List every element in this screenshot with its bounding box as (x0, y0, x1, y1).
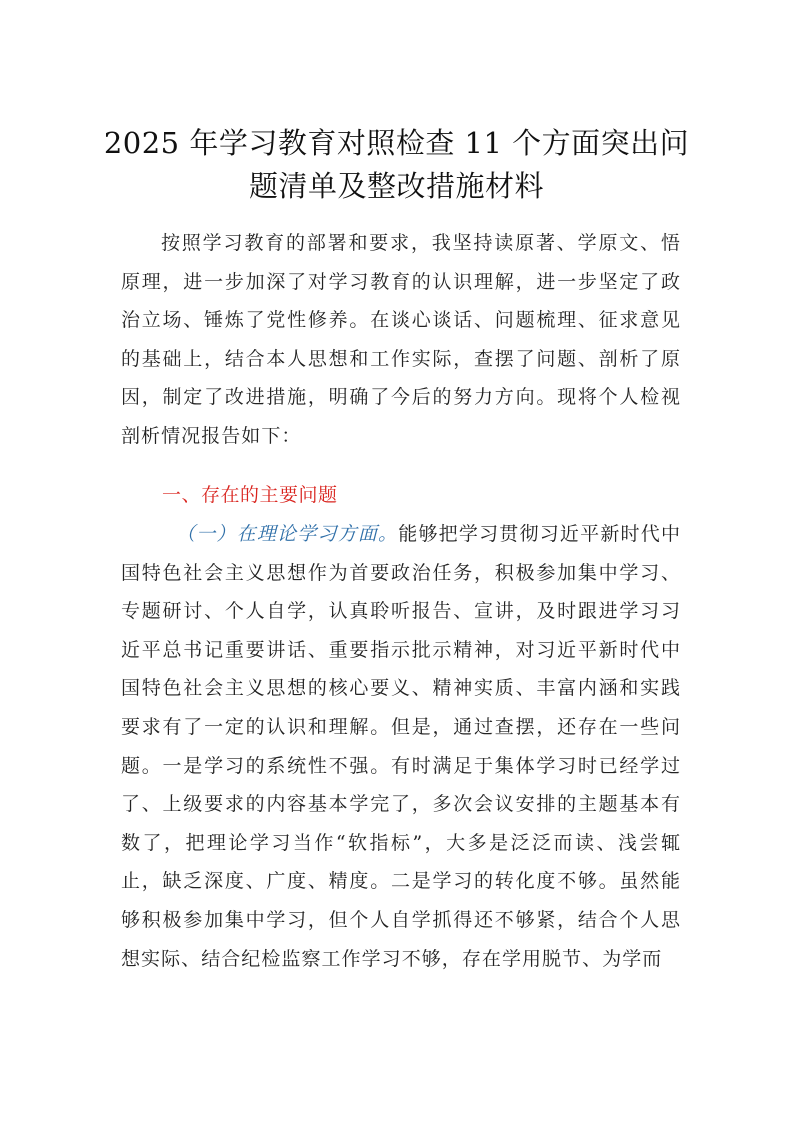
section-heading-problems: 一、存在的主要问题 (162, 484, 338, 506)
theory-study-paragraph (121, 515, 681, 978)
subsection-heading-theory-study: （一）在理论学习方面。 (176, 523, 399, 545)
document-title-line1: 2025 年学习教育对照检查 11 个方面突出问 (103, 126, 690, 160)
document-title-line2: 题清单及整改措施材料 (248, 169, 544, 203)
intro-paragraph: 按照学习教育的部署和要求，我坚持读原著、学原文、悟原理，进一步加深了对学习教育的认识理解，进一步坚定了政治立场、锤炼了党性修养。在谈心谈话、问题梳理、征求意见的基础上，结合本人思想和工作实际，查摆了问题、剖析了原因，制定了改进措施，明确了今后的努力方向。现将个人检视剖析情况报告如下： (121, 232, 681, 447)
theory-study-body: 能够把学习贯彻习近平新时代中国特色社会主义思想作为首要政治任务，积极参加集中学习、专题研讨、个人自学，认真聆听报告、宣讲，及时跟进学习习近平总书记重要讲话、重要指示批示精神，对习近平新时代中国特色社会主义思想的核心要义、精神实质、丰富内涵和实践要求有了一定的认识和理解。但是，通过查摆，还存在一些问题。一是学习的系统性不强。有时满足于集体学习时已经学过了、上级要求的内容基本学完了，多次会议安排的主题基本有数了，把理论学习当作“软指标”，大多是泛泛而读、浅尝辄止，缺乏深度、广度、精度。二是学习的转化度不够。虽然能够积极参加集中学习，但个人自学抓得还不够紧，结合个人思想实际、结合纪检监察工作学习不够，存在学用脱节、为学而 (121, 523, 681, 970)
